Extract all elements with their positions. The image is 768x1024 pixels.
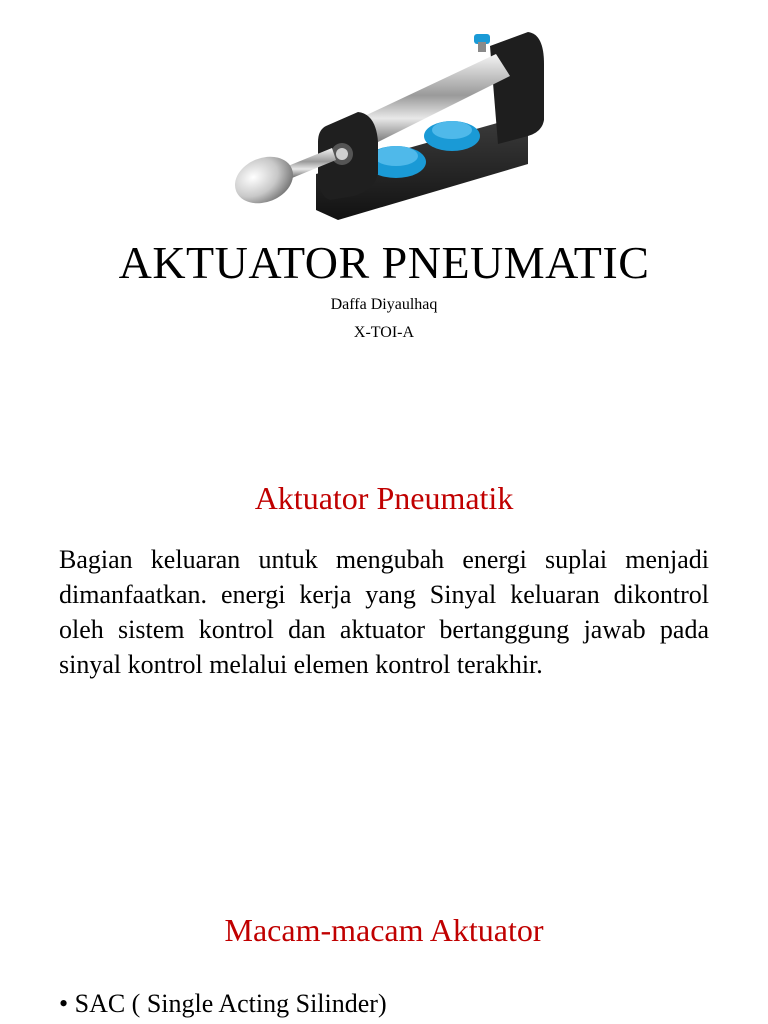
author-name: Daffa Diyaulhaq (330, 296, 438, 313)
section-heading-macam-aktuator: Macam-macam Aktuator (224, 912, 544, 948)
definition-slide (0, 380, 768, 780)
title-slide (0, 0, 768, 380)
definition-paragraph: Bagian keluaran untuk mengubah energi suplai menjadi dimanfaatkan. energi kerja yang Sinyal keluaran dikontrol oleh sistem kontrol dan aktuator bertanggung jawab pada sinyal kontrol melalui elemen kontrol terakhir. (59, 545, 709, 679)
deck-title: AKTUATOR PNEUMATIC (118, 237, 650, 288)
right-end-cap (490, 32, 544, 144)
pneumatic-cylinder-photo (228, 24, 548, 224)
section-heading-aktuator-pneumatik: Aktuator Pneumatik (254, 480, 514, 516)
rod-end-knob (228, 148, 300, 211)
types-slide (0, 780, 768, 1024)
bullet-item-sac: • SAC ( Single Acting Silinder) (59, 989, 387, 1018)
class-label: X-TOI-A (353, 324, 415, 341)
